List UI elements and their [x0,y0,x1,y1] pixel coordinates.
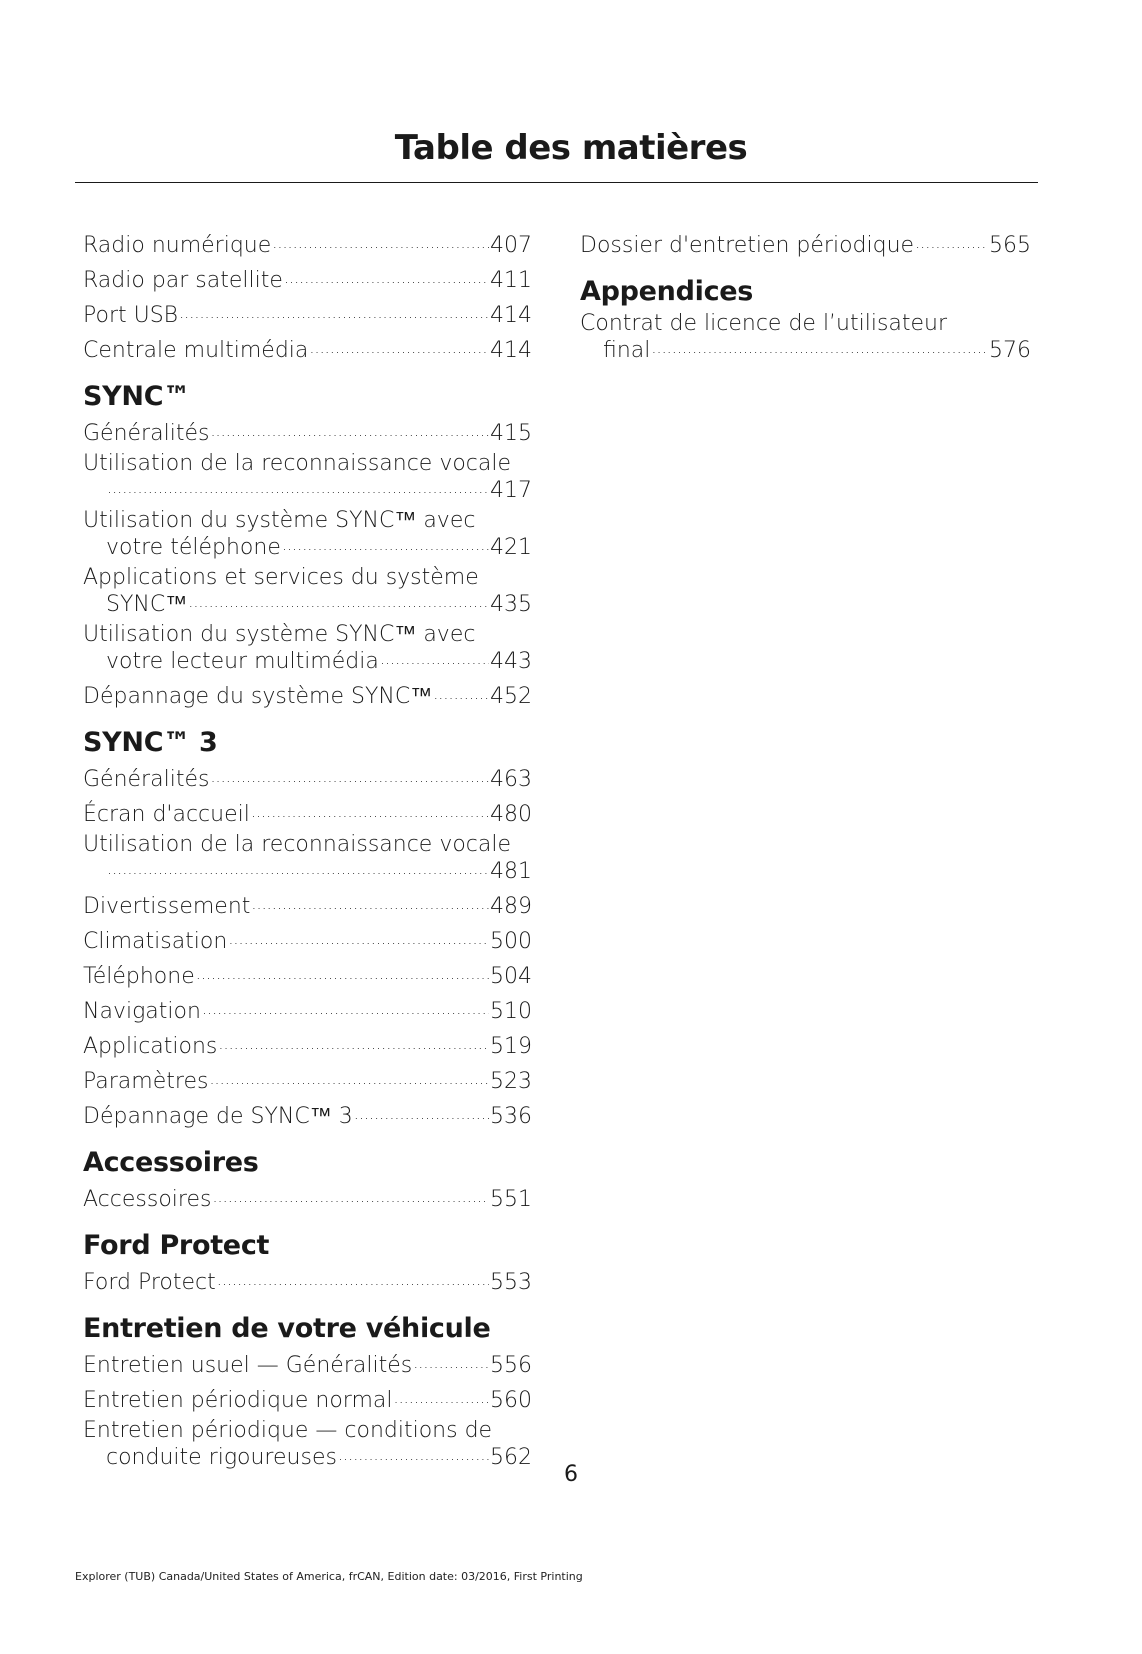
section-heading: Accessoires [83,1147,259,1178]
toc-entry-title: Téléphone [83,964,195,989]
toc-entry[interactable] [83,1350,532,1377]
dot-leader [107,475,489,497]
dot-leader [210,764,489,786]
toc-entry-page: 421 [490,535,532,560]
toc-entry-title: conduite rigoureuses [106,1445,337,1470]
dot-leader [251,891,489,913]
toc-entry-page: 560 [490,1388,532,1413]
dot-leader [251,799,489,821]
toc-entry-title: final [603,338,651,363]
toc-entry-page: 480 [490,802,532,827]
toc-entry[interactable] [83,681,532,708]
toc-entry[interactable] [83,996,532,1023]
toc-section [580,230,1031,257]
toc-right-column [580,230,1031,370]
toc-entry[interactable] [83,891,532,918]
toc-entry-page: 414 [490,303,532,328]
toc-entry-page: 407 [490,233,532,258]
page-number: 6 [564,1462,578,1487]
dot-leader [217,1267,489,1289]
toc-entry-page: 500 [490,929,532,954]
toc-entry[interactable] [83,1101,532,1128]
dot-leader [915,230,988,252]
section-heading: Entretien de votre véhicule [83,1313,491,1344]
toc-entry-page: 553 [490,1270,532,1295]
toc-entry-page: 481 [490,859,532,884]
toc-entry[interactable] [83,1066,532,1093]
toc-entry-title: Utilisation de la reconnaissance vocale [83,451,512,476]
dot-leader [202,996,489,1018]
toc-entry-page: 417 [490,478,532,503]
dot-leader [413,1350,489,1372]
toc-entry[interactable] [83,1184,532,1211]
toc-entry[interactable] [580,313,1031,362]
dot-leader [284,265,489,287]
dot-leader [338,1442,489,1464]
toc-section-entretien-de-votre-vehicule [83,1314,532,1469]
toc-entry-title: Paramètres [83,1069,209,1094]
toc-section-accessoires [83,1148,532,1211]
toc-entry[interactable] [83,961,532,988]
dot-leader [188,589,489,611]
toc-entry-page: 443 [490,649,532,674]
dot-leader [394,1385,490,1407]
dot-leader [209,1066,489,1088]
toc-entry-title: Port USB [83,303,179,328]
toc-entry-page: 463 [490,767,532,792]
toc-entry-page: 562 [490,1445,532,1470]
toc-entry[interactable] [580,230,1031,257]
toc-entry-title: Utilisation du système SYNC™ avec [83,622,476,647]
toc-entry-title: Utilisation de la reconnaissance vocale [83,832,512,857]
toc-left-column [83,230,532,1477]
toc-entry-page: 523 [490,1069,532,1094]
toc-section-appendices [580,277,1031,362]
toc-entry-page: 415 [490,421,532,446]
toc-entry-title: votre lecteur multimédia [106,649,379,674]
dot-leader [218,1031,489,1053]
dot-leader [272,230,489,252]
toc-entry[interactable] [83,1267,532,1294]
section-heading: SYNC™ [83,381,190,412]
section-heading: SYNC™ 3 [83,727,218,758]
toc-entry[interactable] [83,764,532,791]
toc-entry-page: 565 [989,233,1031,258]
toc-section-sync [83,382,532,708]
toc-entry-title: Dossier d'entretien périodique [580,233,915,258]
toc-entry-title: Climatisation [83,929,228,954]
toc-entry[interactable] [83,300,532,327]
dot-leader [380,646,489,668]
toc-entry-title: Entretien usuel — Généralités [83,1353,413,1378]
toc-entry-page: 489 [490,894,532,919]
dot-leader [179,300,489,322]
toc-entry-page: 510 [490,999,532,1024]
dot-leader [282,532,489,554]
toc-entry[interactable] [83,926,532,953]
toc-entry-title: Ford Protect [83,1270,216,1295]
toc-entry-title: Divertissement [83,894,251,919]
toc-entry[interactable] [83,265,532,292]
toc-entry-title: votre téléphone [106,535,281,560]
toc-entry-title: Radio numérique [83,233,272,258]
section-heading: Ford Protect [83,1230,270,1261]
toc-section [83,230,532,362]
toc-entry-title: Utilisation du système SYNC™ avec [83,508,476,533]
toc-entry-title: Dépannage du système SYNC™ [83,684,433,709]
toc-section-sync-3 [83,728,532,1128]
toc-entry-title: Entretien périodique — conditions de [83,1418,493,1443]
toc-entry-page: 536 [490,1104,532,1129]
toc-entry[interactable] [83,453,532,502]
section-heading: Appendices [580,276,754,307]
toc-entry-title: Écran d'accueil [83,802,250,827]
toc-entry-title: Dépannage de SYNC™ 3 [83,1104,353,1129]
toc-entry[interactable] [83,624,532,673]
dot-leader [210,418,489,440]
toc-entry[interactable] [83,1385,532,1412]
toc-entry-title: Généralités [83,421,210,446]
toc-entry-title: SYNC™ [106,592,188,617]
toc-entry-title: Radio par satellite [83,268,283,293]
toc-entry-page: 551 [490,1187,532,1212]
toc-entry[interactable] [83,834,532,883]
toc-entry[interactable] [83,510,532,559]
toc-entry[interactable] [83,418,532,445]
dot-leader [107,856,489,878]
toc-entry-page: 576 [989,338,1031,363]
toc-entry-title: Généralités [83,767,210,792]
page-title: Table des matières [394,128,748,168]
dot-leader [433,681,489,703]
dot-leader [309,335,489,357]
dot-leader [651,335,988,357]
toc-section-ford-protect [83,1231,532,1294]
dot-leader [196,961,489,983]
dot-leader [212,1184,489,1206]
toc-entry[interactable] [83,1031,532,1058]
toc-entry[interactable] [83,799,532,826]
toc-entry-page: 504 [490,964,532,989]
toc-entry-page: 452 [490,684,532,709]
toc-entry-title: Applications et services du système [83,565,479,590]
toc-entry-page: 556 [490,1353,532,1378]
dot-leader [228,926,489,948]
toc-entry-title: Applications [83,1034,218,1059]
toc-entry[interactable] [83,230,532,257]
toc-entry-page: 435 [490,592,532,617]
toc-entry[interactable] [83,335,532,362]
toc-entry[interactable] [83,567,532,616]
toc-entry-title: Accessoires [83,1187,212,1212]
dot-leader [354,1101,489,1123]
toc-entry-title: Navigation [83,999,201,1024]
toc-entry-title: Entretien périodique normal [83,1388,393,1413]
footer-edition-info: Explorer (TUB) Canada/United States of America, frCAN, Edition date: 03/2016, First Printing [75,1570,583,1583]
toc-entry-page: 519 [490,1034,532,1059]
title-divider [75,182,1038,183]
toc-entry-page: 414 [490,338,532,363]
toc-entry-page: 411 [490,268,532,293]
toc-entry-title: Contrat de licence de l’utilisateur [580,311,948,336]
toc-entry-title: Centrale multimédia [83,338,309,363]
